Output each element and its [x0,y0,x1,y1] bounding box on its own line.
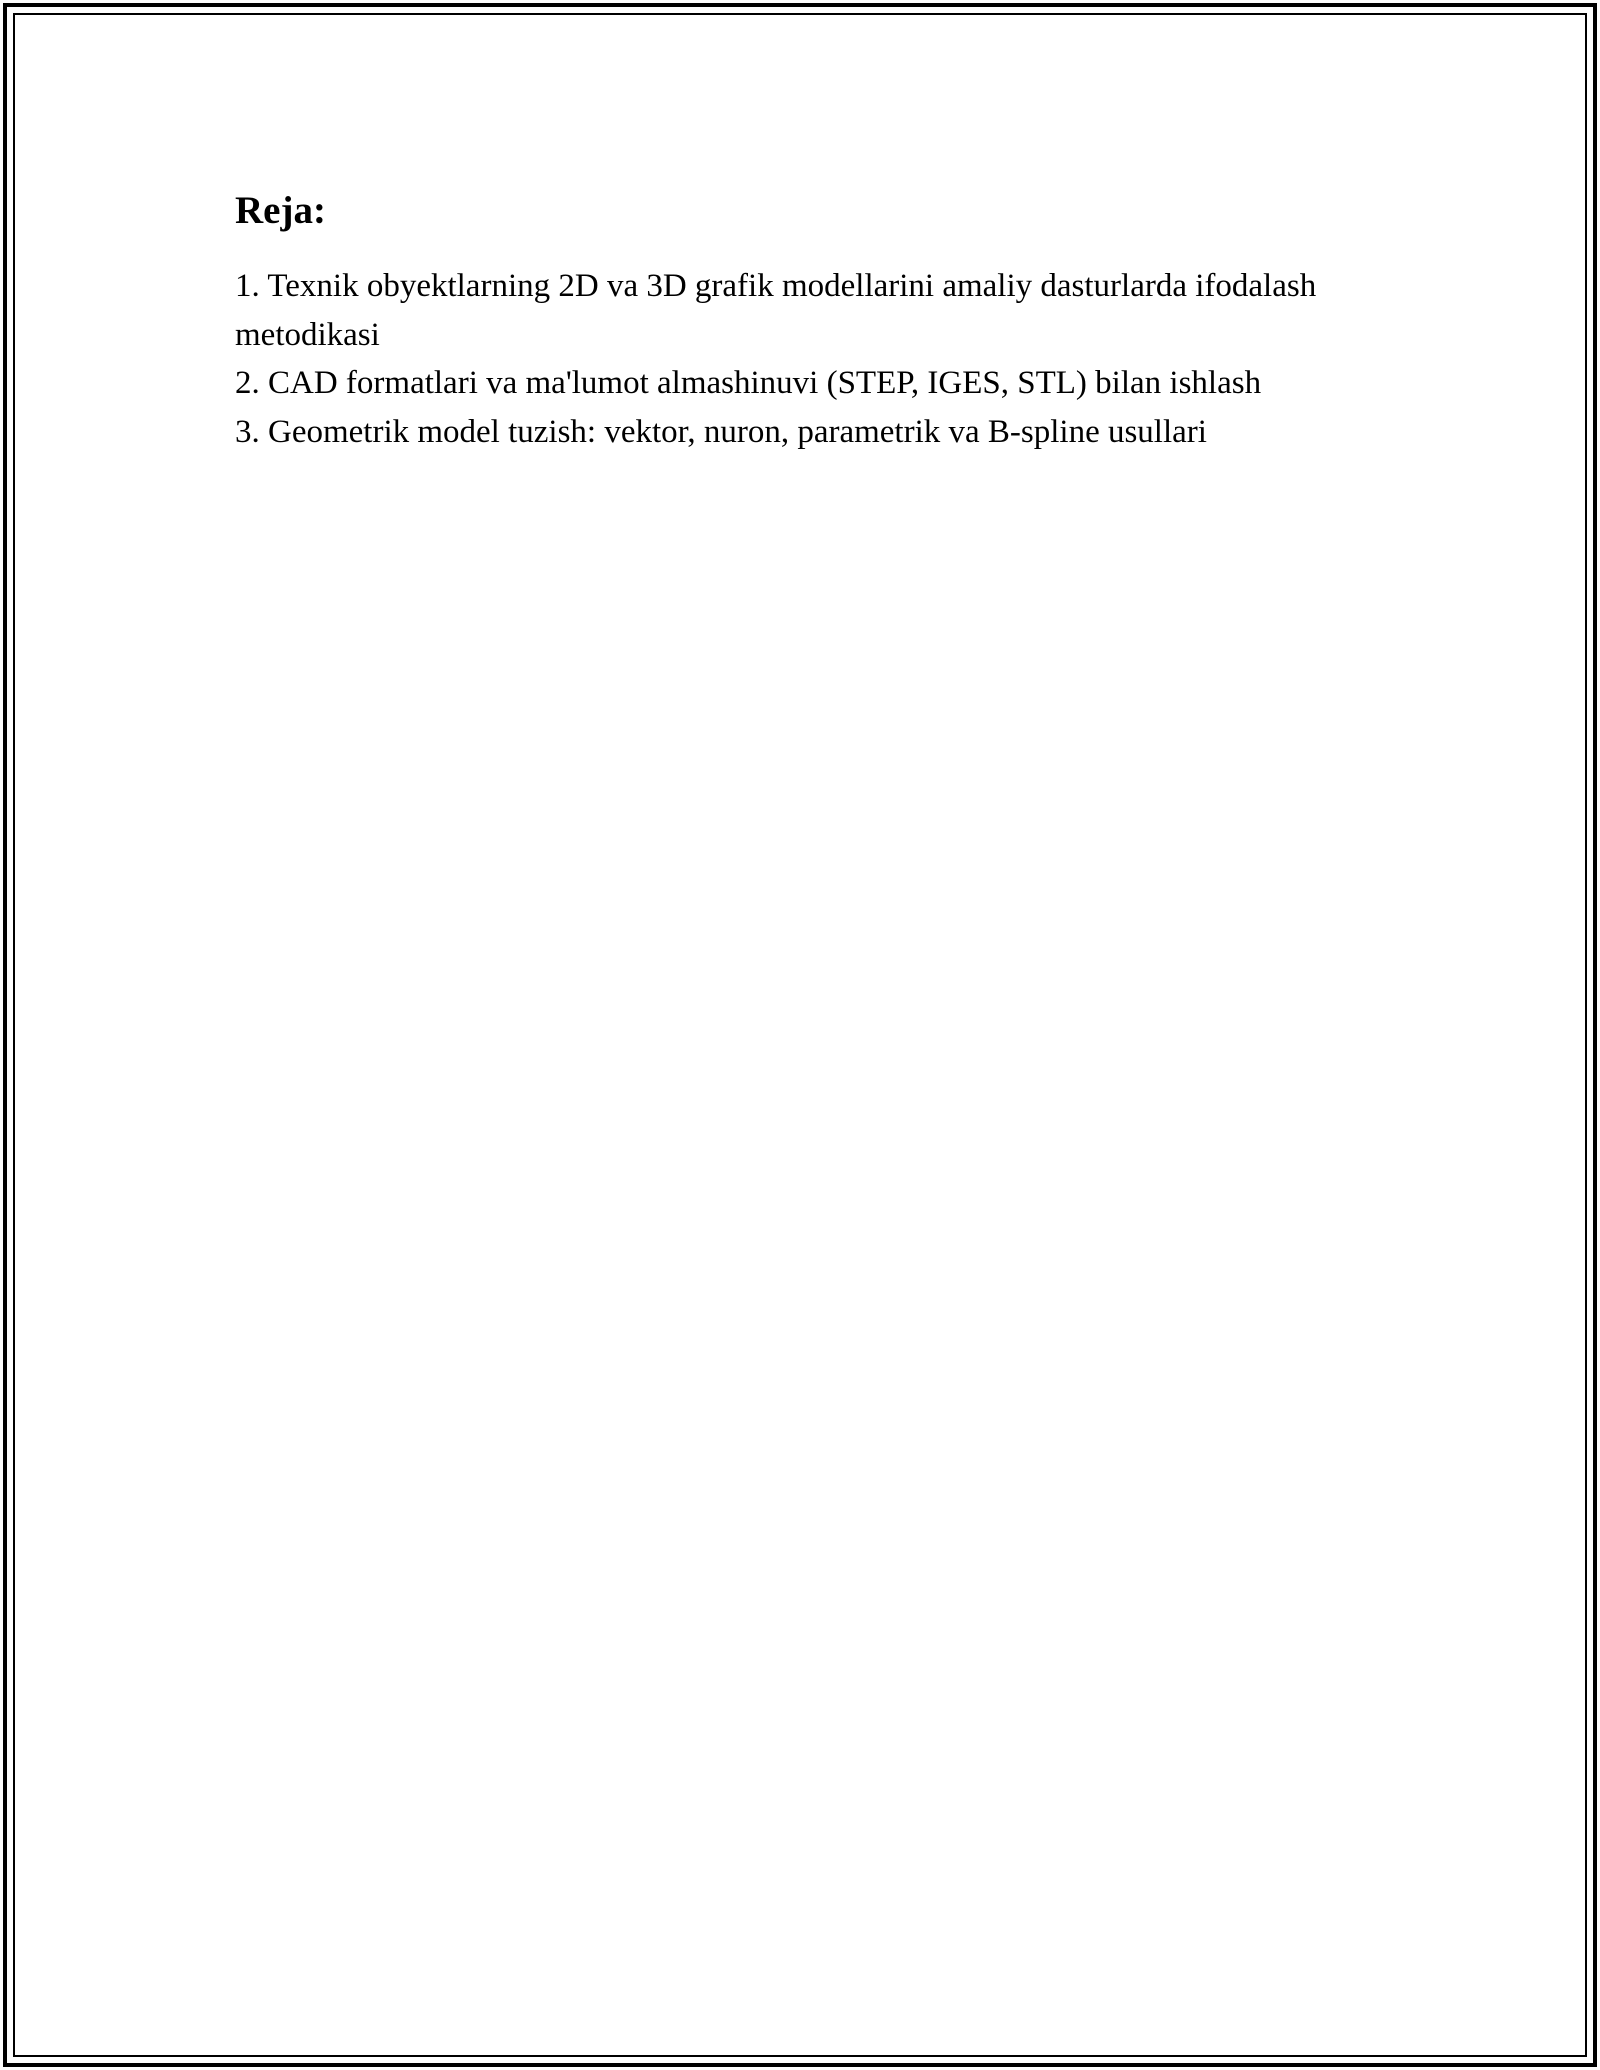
plan-item-3: 3. Geometrik model tuzish: vektor, nuron, parametrik va B-spline usullari [235,413,1207,450]
plan-heading: Reja: [235,189,326,232]
plan-item-1: 1. Texnik obyektlarning 2D va 3D grafik modellarini amaliy dasturlarda ifodalash metodikasi [235,268,1317,353]
plan-item-2: 2. CAD formatlari va ma'lumot almashinuvi (STEP, IGES, STL) bilan ishlash [235,365,1262,401]
plan-list [235,262,1365,456]
document-content [235,186,1365,456]
